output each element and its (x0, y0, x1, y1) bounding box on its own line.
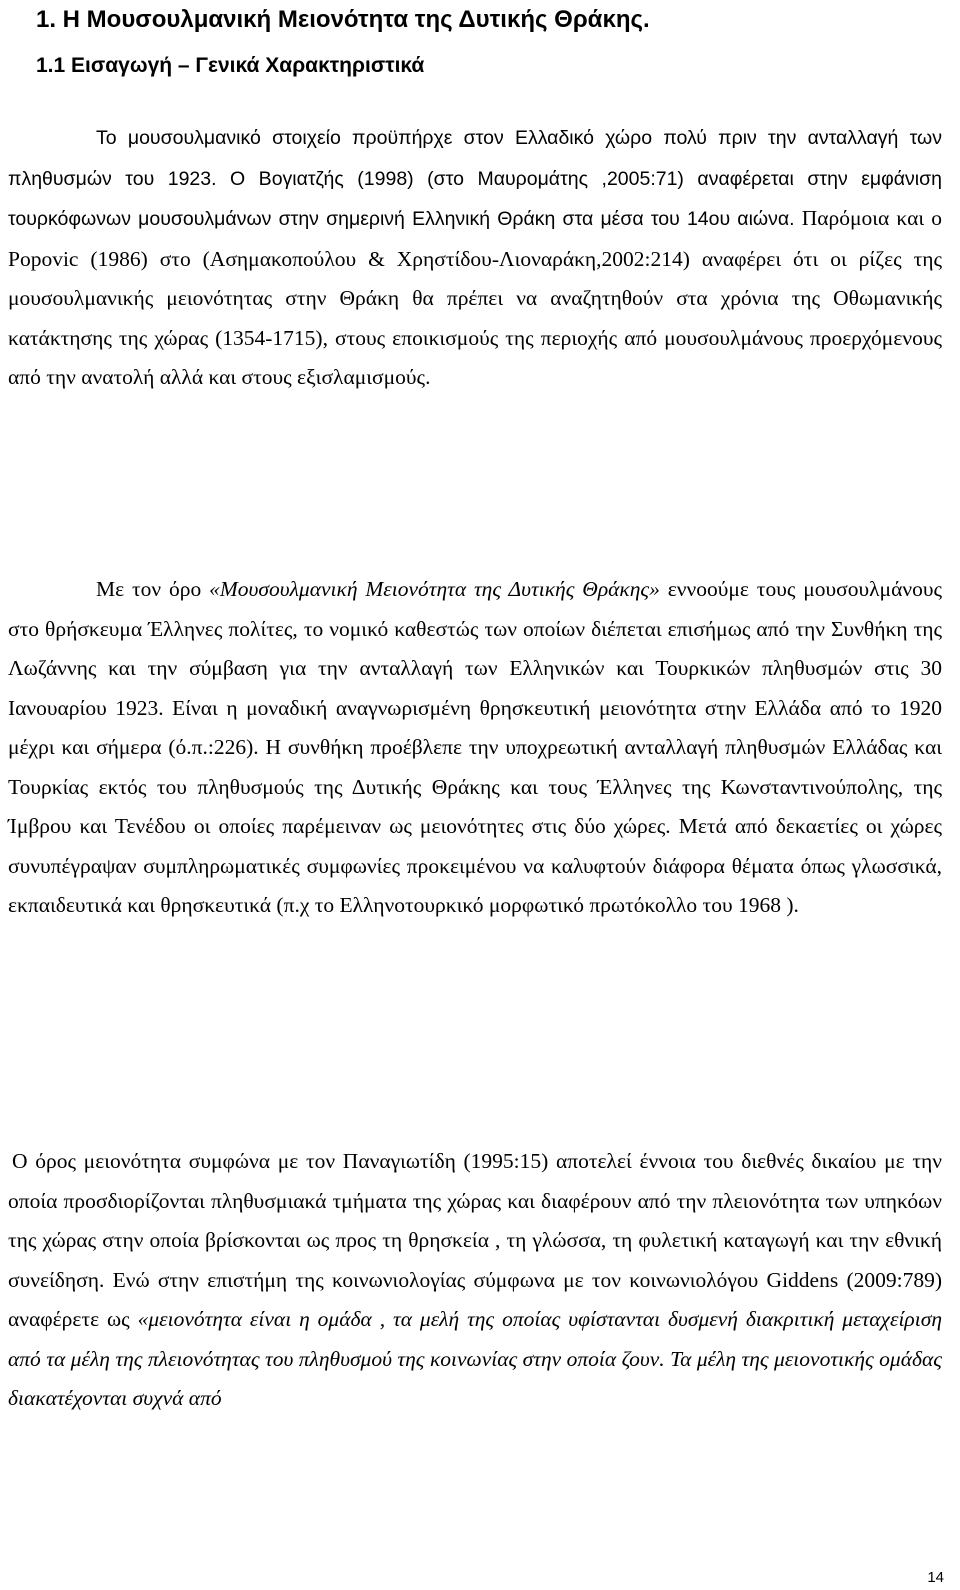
paragraph-3-quote: «μειονότητα είναι η ομάδα , τα μελή της οποίας υφίστανται δυσμενή διακριτική μεταχείριση από τα μέλη της πλειονότητας του πληθυσμού της κοινωνίας στην οποία ζουν. Τα μέλη της μειονοτικής ομάδας διακατέχονται συχνά από (8, 1307, 942, 1410)
paragraph-2-lead: Με τον όρο (96, 577, 210, 601)
paragraph-2-term: «Μουσουλμανική Μειονότητα της Δυτικής Θράκης» (209, 577, 660, 601)
page-number: 14 (927, 1569, 944, 1586)
paragraph-definition (8, 570, 942, 926)
chapter-heading: 1. Η Μουσουλμανική Μειονότητα της Δυτικής Θράκης. (36, 6, 650, 33)
paragraph-2-text: εννοούμε τους μουσουλμάνους στο θρήσκευμα Έλληνες πολίτες, το νομικό καθεστώς των οποίων διέπεται επισήμως από την Συνθήκη της Λωζάννης και την σύμβαση για την ανταλλαγή των Ελληνικών και Τουρκικών πληθυσμών στις 30 Ιανουαρίου 1923. Είναι η μοναδική αναγνωρισμένη θρησκευτική μειονότητα στην Ελλάδα από το 1920 μέχρι και σήμερα (ό.π.:226). Η συνθήκη προέβλεπε την υποχρεωτική ανταλλαγή πληθυσμών Ελλάδας και Τουρκίας εκτός του πληθυσμούς της Δυτικής Θράκης και τους Έλληνες της Κωνσταντινούπολης, της Ίμβρου και Τενέδου οι οποίες παρέμειναν ως μειονότητες στις δύο χώρες. Μετά από δεκαετίες οι χώρες συνυπέγραψαν συμπληρωματικές συμφωνίες προκειμένου να καλυφτούν διάφορα θέματα όπως γλωσσικά, εκπαιδευτικά και θρησκευτικά (π.χ το Ελληνοτουρκικό μορφωτικό πρωτόκολλο του 1968 ). (8, 577, 942, 917)
paragraph-1-sentence-1: Το μουσουλμανικό στοιχείο προϋπήρχε στον Ελλαδικό χώρο πολύ πριν την ανταλλαγή των πληθυσμών του 1923. Ο Βογιατζής (1998) (στο Μαυρομάτης ,2005:71) αναφέρεται στην εμφάνιση τουρκόφωνων μουσουλμάνων στην σημερινή Ελληνική Θράκη στα μέσα του 14ου αιώνα. (8, 127, 942, 230)
paragraph-minority-term (8, 1142, 942, 1419)
section-heading: 1.1 Εισαγωγή – Γενικά Χαρακτηριστικά (36, 54, 425, 77)
paragraph-3-text: Ο όρος μειονότητα συμφώνα με τον Παναγιωτίδη (1995:15) αποτελεί έννοια του διεθνές δικαίου με την οποία προσδιορίζονται πληθυσμιακά τμήματα της χώρας και διαφέρουν από την πλειονότητα των υπηκόων της χώρας στην οποία βρίσκονται ως προς τη θρησκεία , τη γλώσσα, τη φυλετική καταγωγή και την εθνική συνείδηση. Ενώ στην επιστήμη της κοινωνιολογίας σύμφωνα με τον κοινωνιολόγου Giddens (2009:789) αναφέρετε ως (8, 1149, 942, 1331)
paragraph-introduction (8, 118, 942, 398)
paragraph-1-sentence-2: Παρόμοια και ο Popovic (1986) στο (Ασημακοπούλου & Χρηστίδου-Λιοναράκη,2002:214) αναφέρει ότι οι ρίζες της μουσουλμανικής μειονότητας στην Θράκη θα πρέπει να αναζητηθούν στα χρόνια της Οθωμανικής κατάκτησης της χώρας (1354-1715), στους εποικισμούς της περιοχής από μουσουλμάνους προερχόμενους από την ανατολή αλλά και στους εξισλαμισμούς. (8, 206, 942, 389)
